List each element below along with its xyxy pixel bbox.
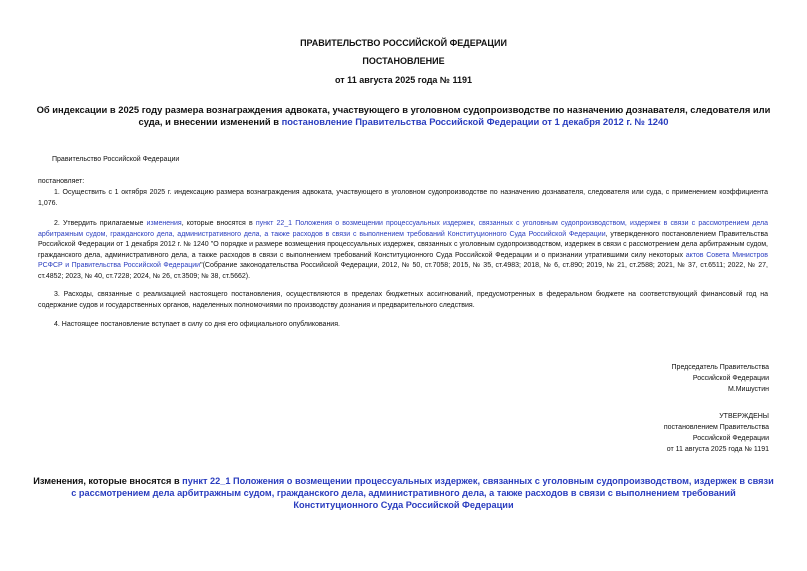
title-text: Об индексации в 2025 году размера вознаграждения адвоката, участвующего в уголовном судопроизводстве по назначению дознавателя, следователя или суда, и внесении изменений в <box>36 104 771 127</box>
changes-title-text: Изменения, которые вносятся в <box>33 476 183 486</box>
signature-line-2: Российской Федерации <box>692 375 769 382</box>
p2-link-clause[interactable]: пункт 22_1 Положения о возмещении процессуальных издержек, связанных с уголовным судопроизводством, издержек в связи с рассмотрением дела арбитражным судом, гражданского дела, административного дела, а также расходов в связи с выполнением требований Конституционного Суда Российской Федерации <box>38 220 768 238</box>
p2-text-b: , которые вносятся в <box>181 220 256 227</box>
approval-line-2: постановлением Правительства <box>663 424 769 431</box>
signature-name: М.Мишустин <box>727 386 769 393</box>
approval-line-4: от 11 августа 2025 года № 1191 <box>666 446 769 453</box>
p2-link-changes[interactable]: изменения <box>146 220 182 227</box>
paragraph-4: 4. Настоящее постановление вступает в силу со дня его официального опубликования. <box>54 321 340 328</box>
decrees-text: постановляет: <box>38 178 85 185</box>
approval-line-3: Российской Федерации <box>692 435 769 442</box>
approval-line-1: УТВЕРЖДЕНЫ <box>719 413 769 420</box>
government-heading: ПРАВИТЕЛЬСТВО РОССИЙСКОЙ ФЕДЕРАЦИИ <box>300 38 507 48</box>
paragraph-1: 1. Осуществить с 1 октября 2025 г. индексацию размера вознаграждения адвоката, участвующего в уголовном судопроизводстве по назначению дознавателя, следователя или суда, с применением коэффициента 1,076. <box>38 189 768 207</box>
changes-title-link[interactable]: пункт 22_1 Положения о возмещении процессуальных издержек, связанных с уголовным судопроизводством, издержек в связи с рассмотрением дела арбитражным судом, гражданского дела, административного дела, а также расходов в связи с выполнением требований Конституционного Суда Российской Федерации <box>71 476 774 510</box>
p2-text-d: "(Собрание законодательства Российской Федерации, 2012, № 50, ст.7058; 2015, № 35, ст.4983; 2018, № 6, ст.890; 2019, № 21, ст.2588; 2021, № 37, ст.6511; 2022, № 27, ст.4852; 2023, № 40, ст.7228; 2024, № 26, ст.3509; № 38, ст.5662). <box>38 262 768 280</box>
date-number-heading: от 11 августа 2025 года № 1191 <box>335 75 472 85</box>
signature-block <box>672 362 769 395</box>
approval-block <box>664 411 769 455</box>
p2-text-c: , утвержденного постановлением Правительства Российской Федерации от 1 декабря 2012 г. № 1240 "О порядке и размере возмещения процессуальных издержек, связанных с уголовным судопроизводством, издержек в связи с рассмотрением дела арбитражным судом, гражданского дела, административного дела, а также расходов в связи с выполнением требований Конституционного Суда Российской Федерации и о признании утратившими силу некоторых <box>38 230 768 259</box>
signature-line-1: Председатель Правительства <box>671 364 769 371</box>
paragraph-2 <box>38 219 768 282</box>
issuer-text: Правительство Российской Федерации <box>52 156 180 163</box>
p2-text-a: 2. Утвердить прилагаемые <box>54 220 147 227</box>
paragraph-3: 3. Расходы, связанные с реализацией настоящего постановления, осуществляются в пределах бюджетных ассигнований, предусмотренных в федеральном бюджете на соответствующий финансовый год на содержание судов и государственных органов, наделенных полномочиями по производству дознания и предварительного следствия. <box>38 291 768 309</box>
document-title <box>30 104 777 128</box>
title-link[interactable]: постановление Правительства Российской Федерации от 1 декабря 2012 г. № 1240 <box>281 116 669 127</box>
doc-type-heading: ПОСТАНОВЛЕНИЕ <box>362 56 445 66</box>
p2-link-acts[interactable]: актов Совета Министров РСФСР и Правительства Российской Федерации <box>38 251 768 269</box>
changes-title <box>30 475 777 511</box>
